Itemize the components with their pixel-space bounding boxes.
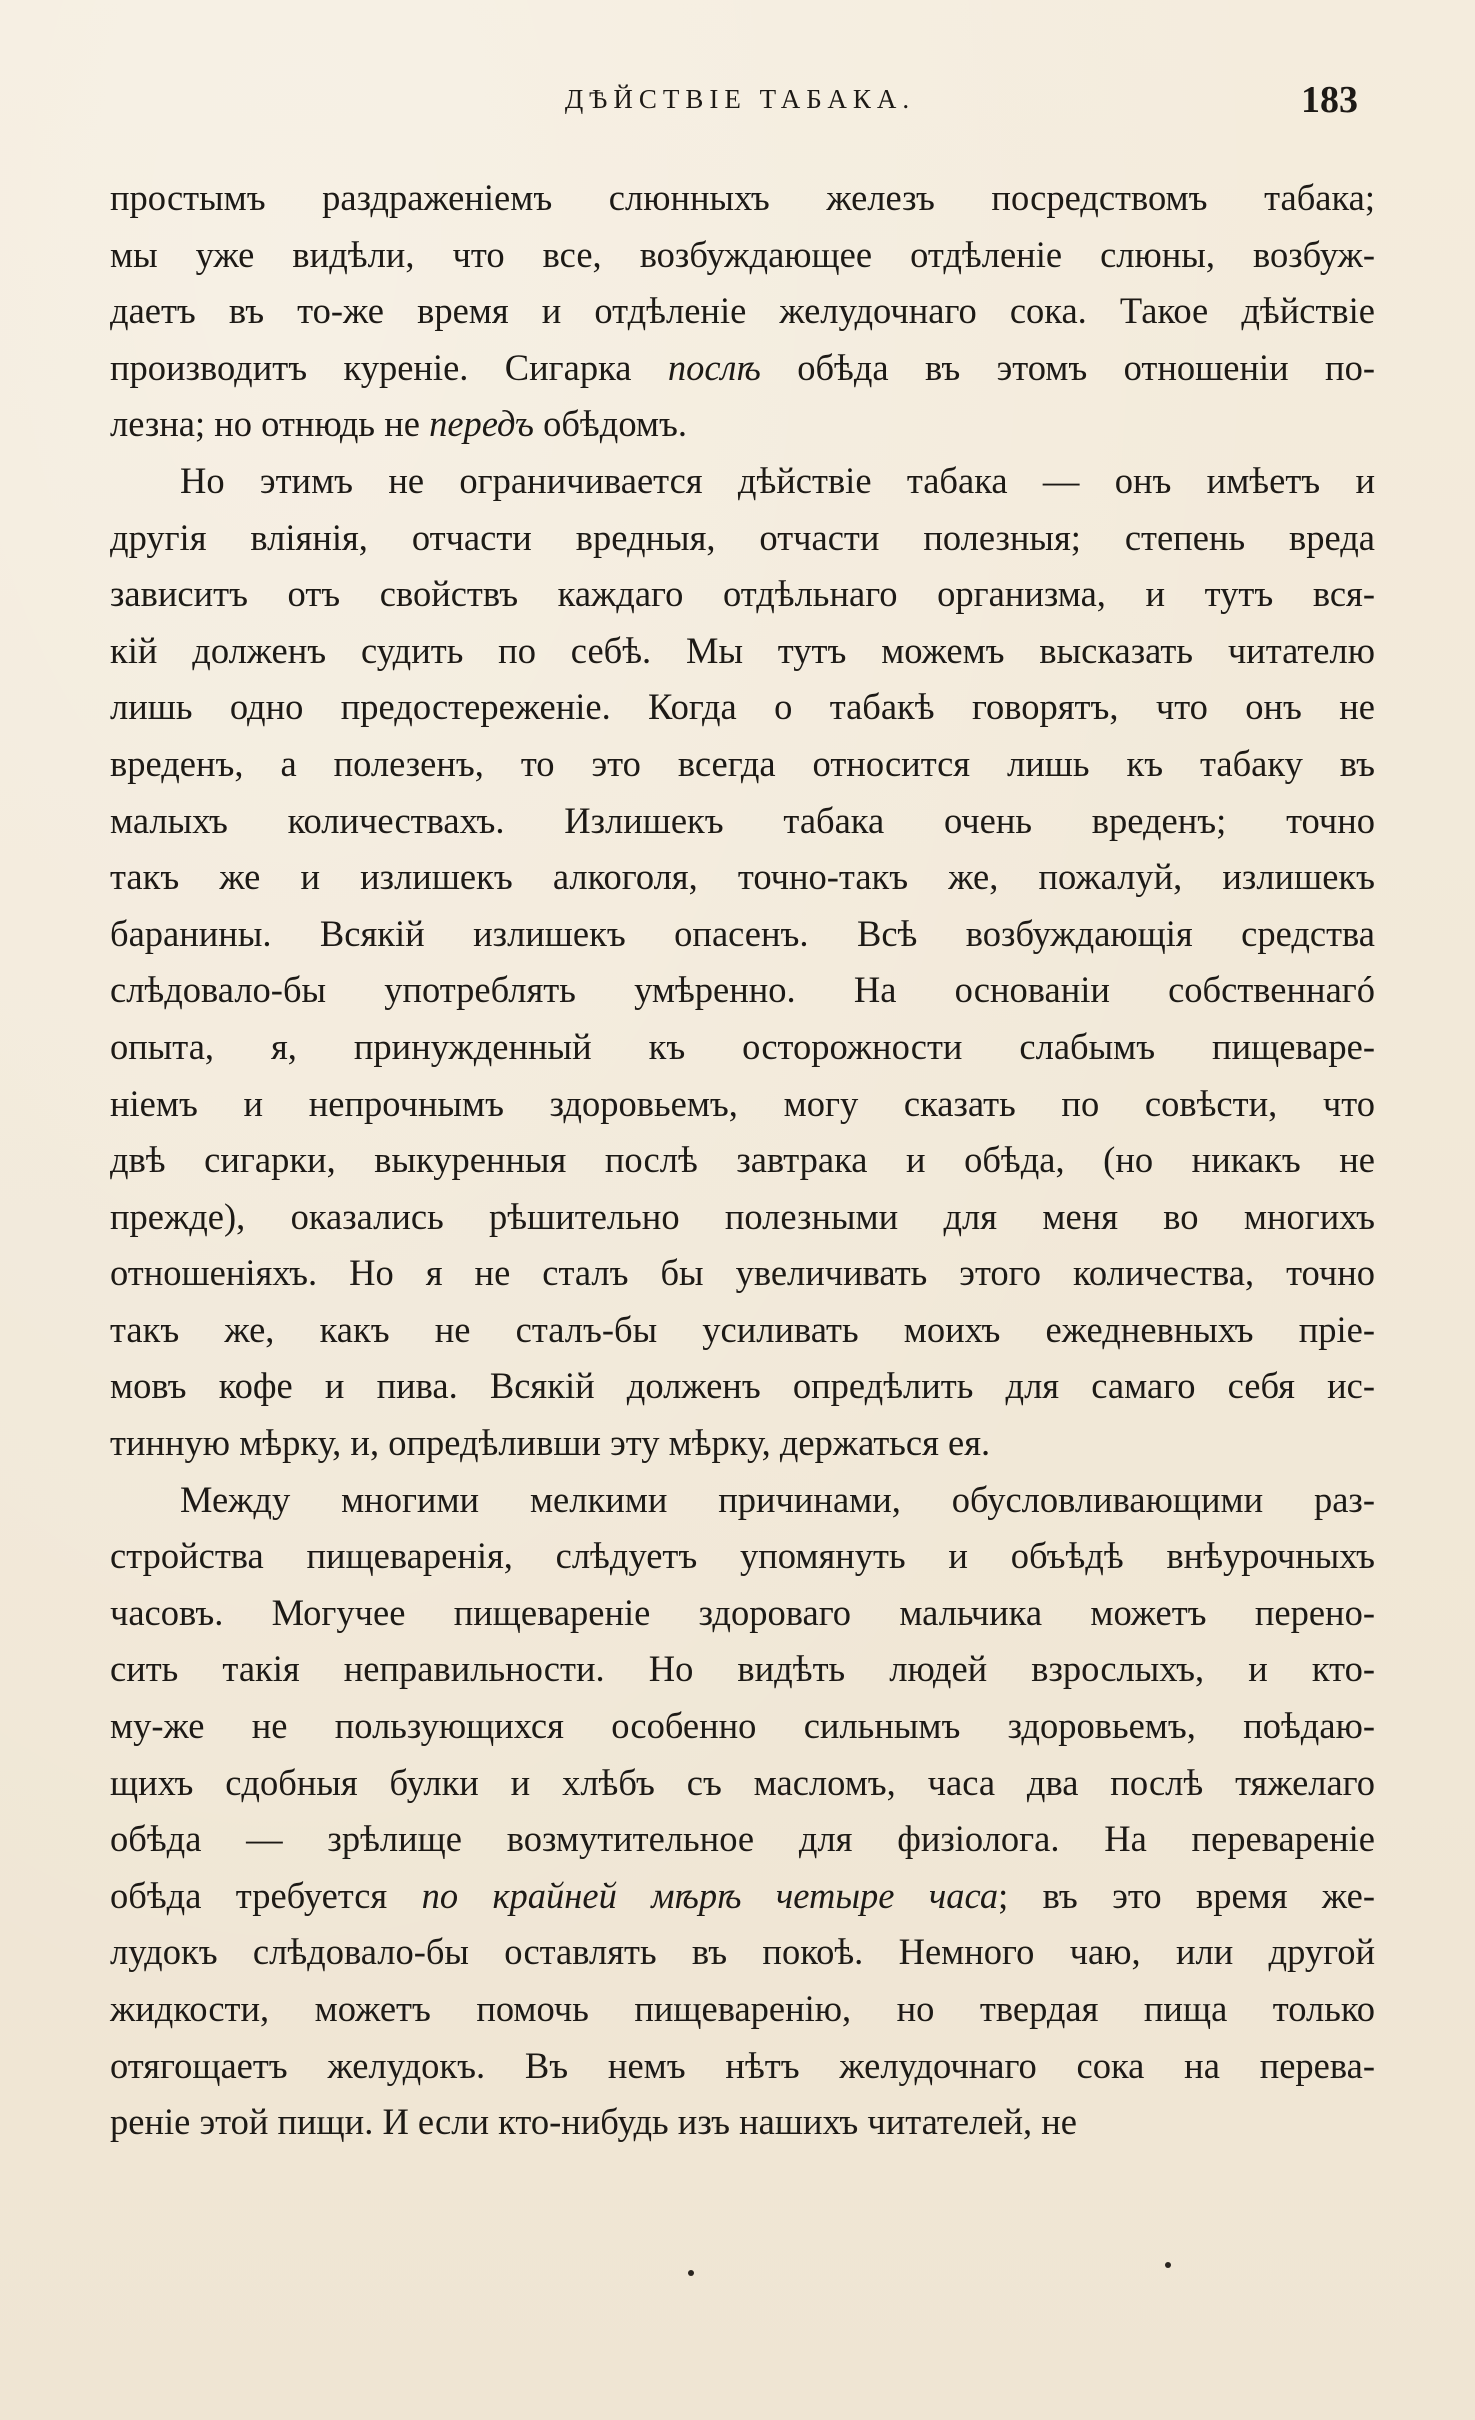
- text-line: [110, 1528, 1375, 1585]
- text-run: тинную мѣрку, и, опредѣливши эту мѣрку, держаться ея.: [110, 1422, 991, 1464]
- paragraph: [110, 453, 1375, 1472]
- text-line: [110, 1755, 1375, 1812]
- text-run: простымъ раздраженіемъ слюнныхъ железъ посредствомъ табака;: [110, 177, 1375, 218]
- text-line: [110, 1924, 1375, 1981]
- text-line: [110, 679, 1375, 736]
- text-line: [110, 849, 1375, 906]
- text-line: [110, 340, 1375, 397]
- text-run: такъ же и излишекъ алкоголя, точно-такъ же, пожалуй, излишекъ: [110, 856, 1375, 898]
- text-line: [110, 962, 1375, 1019]
- text-run: зависитъ отъ свойствъ каждаго отдѣльнаго организма, и тутъ вся-: [110, 573, 1375, 615]
- body-text: [110, 170, 1375, 2151]
- paragraph: [110, 1472, 1375, 2151]
- text-line: [110, 2038, 1375, 2095]
- text-line: [110, 736, 1375, 793]
- text-run: такъ же, какъ не сталъ-бы усиливать моихъ ежедневныхъ пріе-: [110, 1308, 1375, 1350]
- text-run: часовъ. Могучее пищевареніе здороваго мальчика можетъ перено-: [110, 1591, 1375, 1633]
- text-run: слѣдовало-бы употреблять умѣренно. На основаніи собственнагó: [110, 969, 1375, 1011]
- text-line: [110, 1302, 1375, 1359]
- text-line: [110, 793, 1375, 850]
- text-run: даетъ въ то-же время и отдѣленіе желудочнаго сока. Такое дѣйствіе: [110, 290, 1375, 332]
- text-line: [110, 1019, 1375, 1076]
- text-run: Между многими мелкими причинами, обусловливающими раз-: [180, 1478, 1375, 1520]
- text-run: лудокъ слѣдовало-бы оставлять въ покоѣ. Немного чаю, или другой: [110, 1931, 1375, 1973]
- text-run: баранины. Всякій излишекъ опасенъ. Всѣ возбуждающія средства: [110, 912, 1375, 954]
- text-line: [110, 283, 1375, 340]
- text-line: [110, 906, 1375, 963]
- italic-run: послѣ: [667, 346, 761, 388]
- italic-run: по крайней мѣрѣ четыре часа: [421, 1874, 999, 1916]
- text-run: отягощаетъ желудокъ. Въ немъ нѣтъ желудочнаго сока на перева-: [110, 2044, 1375, 2086]
- text-line: [110, 623, 1375, 680]
- text-line: [110, 1641, 1375, 1698]
- text-run: обѣда въ этомъ отношеніи по-: [760, 346, 1375, 388]
- text-run: обѣдомъ.: [533, 403, 687, 445]
- text-line: [110, 227, 1375, 284]
- text-run: лишь одно предостереженіе. Когда о табакѣ говорятъ, что онъ не: [110, 686, 1375, 728]
- text-line: [110, 2094, 1375, 2151]
- text-run: производитъ куреніе. Сигарка: [110, 346, 668, 388]
- text-run: сить такія неправильности. Но видѣть людей взрослыхъ, и кто-: [110, 1648, 1375, 1690]
- text-line: [110, 1981, 1375, 2038]
- page-mark-left: [688, 2270, 694, 2276]
- text-run: стройства пищеваренія, слѣдуетъ упомянуть и объѣдѣ внѣурочныхъ: [110, 1535, 1375, 1577]
- text-run: обѣда требуется: [110, 1874, 422, 1916]
- text-line: [110, 1472, 1375, 1529]
- text-line: [110, 396, 1375, 453]
- page-mark-right: [1165, 2262, 1171, 2268]
- text-line: [110, 1811, 1375, 1868]
- text-run: Но этимъ не ограничивается дѣйствіе табака — онъ имѣетъ и: [180, 459, 1375, 501]
- page-header: [110, 78, 1370, 128]
- text-run: ; въ это время же-: [998, 1874, 1376, 1916]
- text-line: [110, 1189, 1375, 1246]
- text-line: [110, 1868, 1375, 1925]
- text-line: [110, 1585, 1375, 1642]
- text-run: мы уже видѣли, что все, возбуждающее отдѣленіе слюны, возбуж-: [110, 233, 1375, 275]
- text-run: вреденъ, а полезенъ, то это всегда относится лишь къ табаку въ: [110, 742, 1375, 784]
- text-run: опыта, я, принужденный къ осторожности слабымъ пищеваре-: [110, 1025, 1375, 1067]
- text-run: му-же не пользующихся особенно сильнымъ здоровьемъ, поѣдаю-: [110, 1705, 1375, 1747]
- text-line: [110, 1245, 1375, 1302]
- text-line: [110, 1698, 1375, 1755]
- text-run: реніе этой пищи. И если кто-нибудь изъ нашихъ читателей, не: [110, 2101, 1077, 2143]
- text-line: [110, 1076, 1375, 1133]
- italic-run: передъ: [429, 403, 534, 445]
- text-line: [110, 510, 1375, 567]
- paragraph: [110, 170, 1375, 453]
- text-line: [110, 1415, 1375, 1472]
- text-run: лезна; но отнюдь не: [110, 403, 430, 445]
- text-run: щихъ сдобныя булки и хлѣбъ съ масломъ, часа два послѣ тяжелаго: [110, 1761, 1375, 1803]
- text-line: [110, 566, 1375, 623]
- text-line: [110, 1132, 1375, 1189]
- text-run: малыхъ количествахъ. Излишекъ табака очень вреденъ; точно: [110, 799, 1375, 841]
- text-run: мовъ кофе и пива. Всякій долженъ опредѣлить для самаго себя ис-: [110, 1365, 1375, 1407]
- text-line: [110, 1358, 1375, 1415]
- text-run: другія вліянія, отчасти вредныя, отчасти полезныя; степень вреда: [110, 516, 1375, 558]
- text-run: ніемъ и непрочнымъ здоровьемъ, могу сказать по совѣсти, что: [110, 1082, 1375, 1124]
- text-line: [110, 453, 1375, 510]
- text-run: обѣда — зрѣлище возмутительное для физіолога. На перевареніе: [110, 1818, 1375, 1860]
- text-run: двѣ сигарки, выкуренныя послѣ завтрака и обѣда, (но никакъ не: [110, 1139, 1375, 1181]
- text-line: [110, 170, 1375, 227]
- text-run: прежде), оказались рѣшительно полезными для меня во многихъ: [110, 1195, 1375, 1237]
- text-run: кій долженъ судить по себѣ. Мы тутъ можемъ высказать читателю: [110, 629, 1375, 671]
- text-run: отношеніяхъ. Но я не сталъ бы увеличивать этого количества, точно: [110, 1252, 1375, 1294]
- text-run: жидкости, можетъ помочь пищеваренію, но твердая пища только: [110, 1988, 1375, 2029]
- page-number: 183: [1301, 79, 1358, 121]
- running-head: ДѢЙСТВІЕ ТАБАКА.: [564, 84, 916, 114]
